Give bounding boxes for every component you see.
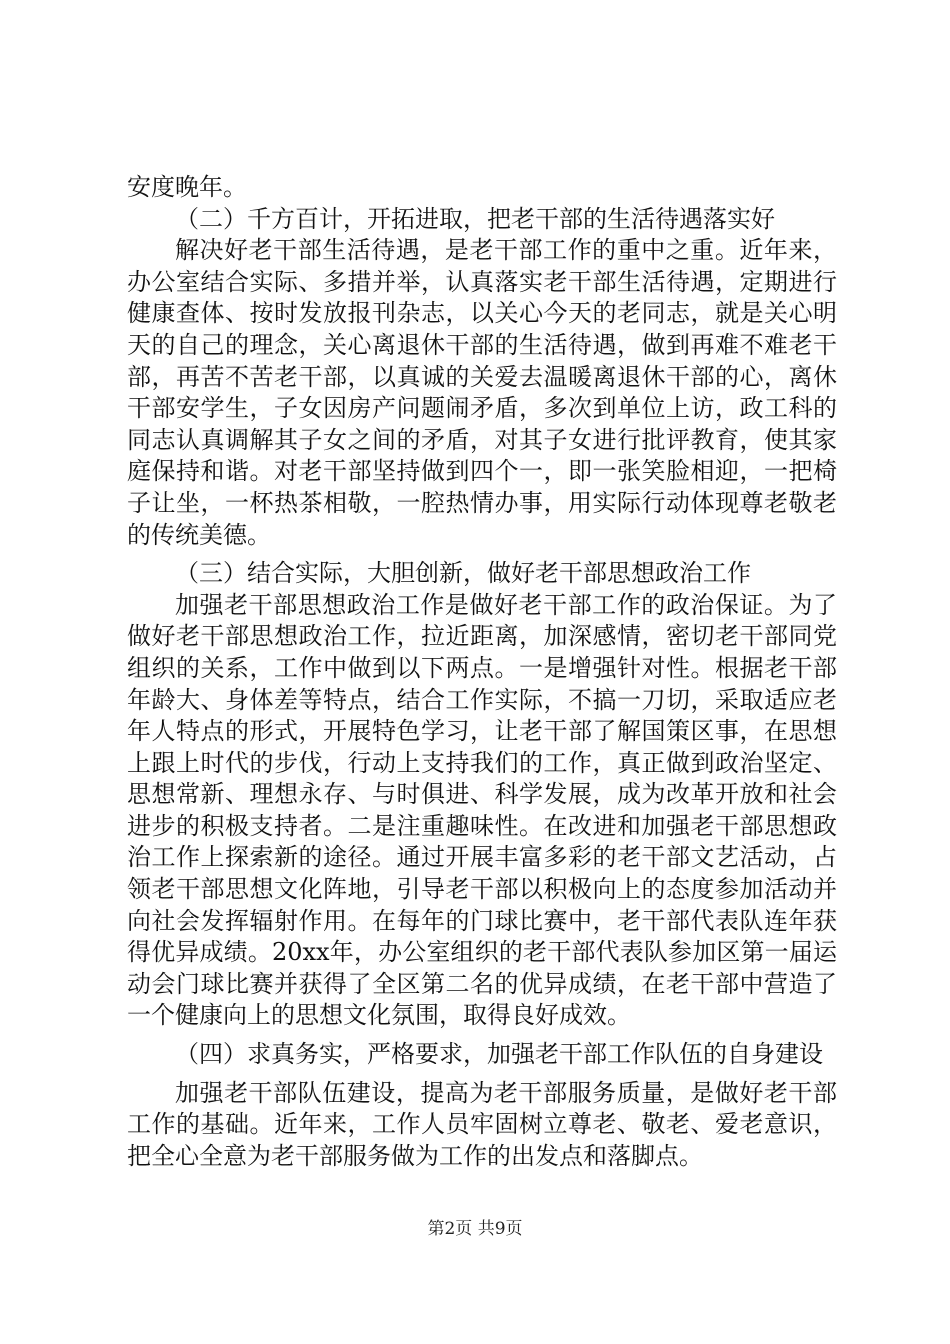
- section-heading-4: （四）求真务实，严格要求，加强老干部工作队伍的自身建设: [175, 1040, 823, 1069]
- paragraph-closing-line: 安度晚年。: [127, 173, 247, 201]
- paragraph-team-building: 加强老干部队伍建设，提高为老干部服务质量，是做好老干部工作的基础。近年来，工作人员牢固树立尊老、敬老、爱老意识，把全心全意为老干部服务做为工作的出发点和落脚点。: [127, 1078, 837, 1170]
- section-heading-3: （三）结合实际，大胆创新，做好老干部思想政治工作: [175, 559, 751, 588]
- document-body: [127, 172, 837, 1172]
- paragraph-living-benefits: 解决好老干部生活待遇，是老干部工作的重中之重。近年来，办公室结合实际、多措并举，认真落实老干部生活待遇，定期进行健康查体、按时发放报刊杂志，以关心今天的老同志，就是关心明天的自己的理念，关心离退休干部的生活待遇，做到再难不难老干部，再苦不苦老干部，以真诚的关爱去温暖离退休干部的心，离休干部安学生，子女因房产问题闹矛盾，多次到单位上访，政工科的同志认真调解其子女之间的矛盾，对其子女进行批评教育，使其家庭保持和谐。对老干部坚持做到四个一，即一张笑脸相迎，一把椅子让坐，一杯热茶相敬，一腔热情办事，用实际行动体现尊老敬老的传统美德。: [127, 236, 837, 549]
- page-number-footer: 第2页 共9页: [427, 1219, 523, 1239]
- paragraph-political-work: 加强老干部思想政治工作是做好老干部工作的政治保证。为了做好老干部思想政治工作，拉近距离，加深感情，密切老干部同党组织的关系，工作中做到以下两点。一是增强针对性。根据老干部年龄大、身体差等特点，结合工作实际，不搞一刀切，采取适应老年人特点的形式，开展特色学习，让老干部了解国策区事，在思想上跟上时代的步伐，行动上支持我们的工作，真正做到政治坚定、思想常新、理想永存、与时俱进、科学发展，成为改革开放和社会进步的积极支持者。二是注重趣味性。在改进和加强老干部思想政治工作上探索新的途径。通过开展丰富多彩的老干部文艺活动，占领老干部思想文化阵地，引导老干部以积极向上的态度参加活动并向社会发挥辐射作用。在每年的门球比赛中，老干部代表队连年获得优异成绩。20xx年，办公室组织的老干部代表队参加区第一届运动会门球比赛并获得了全区第二名的优异成绩，在老干部中营造了一个健康向上的思想文化氛围，取得良好成效。: [127, 590, 837, 1030]
- section-heading-2: （二）千方百计，开拓进取，把老干部的生活待遇落实好: [175, 204, 775, 233]
